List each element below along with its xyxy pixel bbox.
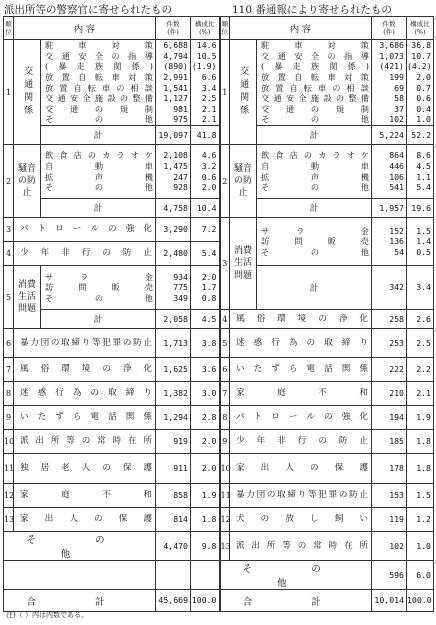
count-value: 106 bbox=[389, 171, 404, 182]
subtotal-ratio: 4.5 bbox=[191, 310, 220, 329]
ratio-value: 2.0 bbox=[191, 454, 220, 484]
category-cell bbox=[230, 40, 257, 145]
table-row bbox=[4, 266, 434, 310]
count-value: 37 bbox=[394, 103, 404, 114]
item-label: 放置自転車対策 bbox=[45, 71, 153, 82]
count-value: 1,475 bbox=[163, 160, 188, 171]
ratio-value: 3.8 bbox=[191, 329, 220, 358]
ratio-value: 1.7 bbox=[201, 282, 217, 293]
total-count: 10,014 bbox=[372, 590, 407, 612]
count-value: 775 bbox=[173, 282, 188, 293]
count-value: 58 bbox=[394, 93, 404, 104]
rank-cell: 8 bbox=[4, 382, 14, 406]
count-value: 153 bbox=[372, 484, 407, 508]
count-value: 3,686 bbox=[379, 40, 404, 51]
col-count-header: 件数 (件) bbox=[372, 17, 407, 40]
rank-cell: 10 bbox=[220, 454, 230, 484]
ratio-value: 2.0 bbox=[201, 271, 217, 282]
item-label: 駐車対策 bbox=[45, 40, 153, 51]
ratio-value: 2.5 bbox=[407, 329, 434, 358]
item-label: 訪 問 販 売 bbox=[261, 236, 369, 247]
item-label: 交通安全施設の整備 bbox=[45, 93, 153, 104]
item-label: 家庭不和 bbox=[230, 382, 372, 406]
item-label: サラ 金 bbox=[45, 271, 153, 282]
table-row bbox=[4, 329, 434, 358]
count-value: 222 bbox=[372, 358, 407, 382]
ratio-value: 2.0 bbox=[191, 430, 220, 454]
rank-cell: 8 bbox=[220, 406, 230, 430]
ratio-value: 1.0 bbox=[407, 532, 434, 561]
item-label: 犬の放し飼い bbox=[230, 508, 372, 532]
count-value: 1,073 bbox=[379, 50, 404, 61]
table-row bbox=[4, 406, 434, 430]
ratio-value: 7.2 bbox=[191, 218, 220, 242]
table-row bbox=[4, 561, 434, 590]
col-content-header: 内 容 bbox=[14, 17, 156, 40]
ratio-value: 2.1 bbox=[201, 114, 217, 125]
ratio-value: 2.6 bbox=[407, 310, 434, 329]
ratio-value: 8.6 bbox=[416, 150, 431, 161]
other-count: 4,470 bbox=[156, 532, 191, 561]
count-value: 858 bbox=[156, 484, 191, 508]
table-row bbox=[4, 430, 434, 454]
ratio-value: 4.6 bbox=[201, 150, 217, 161]
count-value: 1,382 bbox=[156, 382, 191, 406]
ratio-value: 0.6 bbox=[201, 171, 217, 182]
item-label: 派出所等の常時在所 bbox=[230, 532, 372, 561]
count-value: 2,480 bbox=[156, 242, 191, 266]
rank-cell: 13 bbox=[220, 532, 230, 561]
ratio-value: 1.4 bbox=[416, 236, 431, 247]
item-label: 交通の規制 bbox=[45, 103, 153, 114]
rank-cell: 5 bbox=[4, 266, 14, 329]
table-row bbox=[4, 17, 434, 40]
category-cell: 騒音の防止 bbox=[230, 145, 257, 218]
table-row bbox=[4, 310, 434, 329]
other-label: そ の 他 bbox=[4, 532, 156, 561]
count-value: 54 bbox=[394, 246, 404, 257]
ratio-value: 2.1 bbox=[407, 382, 434, 406]
ratio-value: 2.5 bbox=[201, 93, 217, 104]
item-label: 放置自転車対策 bbox=[261, 71, 369, 82]
subtotal-label: 計 bbox=[41, 199, 156, 218]
blank-cell bbox=[191, 561, 220, 590]
count-list bbox=[156, 266, 191, 310]
item-label: 拡声機 bbox=[261, 171, 369, 182]
rank-cell: 11 bbox=[4, 454, 14, 484]
item-label: (暴走族関係) bbox=[45, 61, 153, 72]
subtotal-count: 5,224 bbox=[372, 126, 407, 145]
subtotal-count: 2,058 bbox=[156, 310, 191, 329]
table-row bbox=[4, 508, 434, 532]
item-label: 家出人の保護 bbox=[14, 508, 156, 532]
table-row bbox=[4, 532, 434, 561]
table-row bbox=[4, 454, 434, 484]
subtotal-count: 19,097 bbox=[156, 126, 191, 145]
item-label: 派出所等の常時在所 bbox=[14, 430, 156, 454]
subtotal-label: 計 bbox=[41, 126, 156, 145]
count-value: 2,108 bbox=[163, 150, 188, 161]
count-value: 3,290 bbox=[156, 218, 191, 242]
item-label: そ の 他 bbox=[45, 114, 153, 125]
count-value: 210 bbox=[372, 382, 407, 406]
table-row bbox=[4, 382, 434, 406]
item-list bbox=[41, 145, 156, 199]
item-label: 交通安全の指導 bbox=[45, 50, 153, 61]
subtotal-count: 1,957 bbox=[372, 199, 407, 218]
subtotal-count: 342 bbox=[372, 266, 407, 310]
count-value: 981 bbox=[173, 103, 188, 114]
count-value: 253 bbox=[372, 329, 407, 358]
subtotal-ratio: 10.4 bbox=[191, 199, 220, 218]
ratio-value: 0.5 bbox=[416, 246, 431, 257]
table-row bbox=[4, 145, 434, 199]
rank-cell: 6 bbox=[4, 329, 14, 358]
ratio-value: 1.9 bbox=[191, 484, 220, 508]
subtotal-label: 計 bbox=[257, 266, 372, 310]
ratio-value: 2.0 bbox=[416, 71, 431, 82]
count-value: 864 bbox=[389, 150, 404, 161]
item-list bbox=[41, 40, 156, 126]
rank-cell: 6 bbox=[220, 358, 230, 382]
ratio-value: 2.2 bbox=[407, 358, 434, 382]
rank-cell: 1 bbox=[4, 40, 14, 145]
count-value: 934 bbox=[173, 271, 188, 282]
ratio-value: 3.2 bbox=[201, 160, 217, 171]
table-row bbox=[4, 590, 434, 612]
ratio-value: 1.2 bbox=[407, 508, 434, 532]
count-value: 4,794 bbox=[163, 50, 188, 61]
ratio-value: 1.5 bbox=[407, 484, 434, 508]
ratio-value: 1.8 bbox=[407, 430, 434, 454]
right-table-title: 110 番通報により寄せられたもの bbox=[232, 4, 392, 16]
ratio-value: 6.6 bbox=[201, 71, 217, 82]
item-list bbox=[257, 145, 372, 199]
ratio-value: 10.5 bbox=[196, 50, 217, 61]
col-rank-header: 順位 bbox=[4, 17, 14, 40]
item-list bbox=[257, 218, 372, 266]
item-label: 迷惑行為の取締り bbox=[230, 329, 372, 358]
ratio-list bbox=[407, 218, 434, 266]
count-value: 102 bbox=[389, 114, 404, 125]
rank-cell: 5 bbox=[220, 329, 230, 358]
item-label: そ の 他 bbox=[45, 292, 153, 303]
rank-cell: 4 bbox=[4, 242, 14, 266]
ratio-value: (4.2) bbox=[407, 61, 432, 72]
ratio-value: 5.4 bbox=[191, 242, 220, 266]
item-label: 風俗環境の浄化 bbox=[230, 310, 372, 329]
count-value: 1,127 bbox=[163, 93, 188, 104]
item-label: 飲食店のカラオケ bbox=[45, 150, 153, 161]
table-row bbox=[4, 358, 434, 382]
ratio-value: 36.8 bbox=[411, 40, 431, 51]
item-label: 交通安全の指導 bbox=[261, 50, 369, 61]
count-value: 975 bbox=[173, 114, 188, 125]
ratio-list bbox=[191, 40, 220, 126]
item-label: 迷惑行為の取締り bbox=[14, 382, 156, 406]
item-label: 自動車 bbox=[45, 160, 153, 171]
count-value: 814 bbox=[156, 508, 191, 532]
category-cell: 騒音の防止 bbox=[14, 145, 41, 218]
ratio-value: 0.6 bbox=[416, 93, 431, 104]
total-label: 合 計 bbox=[220, 590, 372, 612]
table-row bbox=[4, 199, 434, 218]
subtotal-label: 計 bbox=[257, 199, 372, 218]
rank-cell: 13 bbox=[4, 508, 14, 532]
ratio-value: 5.4 bbox=[416, 182, 431, 193]
count-list bbox=[156, 40, 191, 126]
rank-cell: 1 bbox=[220, 40, 230, 145]
count-value: 194 bbox=[372, 406, 407, 430]
item-label: 拡声機 bbox=[45, 171, 153, 182]
rank-cell: 7 bbox=[220, 382, 230, 406]
ratio-list bbox=[407, 40, 434, 126]
ratio-list bbox=[191, 266, 220, 310]
rank-cell: 7 bbox=[4, 358, 14, 382]
item-label: 風俗環境の浄化 bbox=[14, 358, 156, 382]
item-label: パトロールの強化 bbox=[14, 218, 156, 242]
count-value: 1,625 bbox=[156, 358, 191, 382]
rank-cell: 10 bbox=[4, 430, 14, 454]
item-label: 独居老人の保護 bbox=[14, 454, 156, 484]
count-value: 1,713 bbox=[156, 329, 191, 358]
footnote: 注)（ ）内は内数である。 bbox=[6, 611, 88, 619]
subtotal-label: 計 bbox=[257, 126, 372, 145]
ratio-value: 1.0 bbox=[416, 114, 431, 125]
ratio-value: 1.9 bbox=[407, 406, 434, 430]
count-value: 119 bbox=[372, 508, 407, 532]
rank-cell: 3 bbox=[220, 218, 230, 310]
item-label: (暴走族関係) bbox=[261, 61, 369, 72]
item-label: そ の 他 bbox=[261, 182, 369, 193]
rank-cell: 4 bbox=[220, 310, 230, 329]
count-value: 178 bbox=[372, 454, 407, 484]
blank-cell bbox=[4, 561, 156, 590]
count-list bbox=[372, 218, 407, 266]
rank-cell: 12 bbox=[4, 484, 14, 508]
count-value: 919 bbox=[156, 430, 191, 454]
ratio-value: 1.5 bbox=[416, 225, 431, 236]
item-label: 自動車 bbox=[261, 160, 369, 171]
ratio-value: 0.8 bbox=[201, 292, 217, 303]
rank-cell: 9 bbox=[220, 430, 230, 454]
item-label: いたずら電話関係 bbox=[14, 406, 156, 430]
subtotal-label: 計 bbox=[41, 310, 156, 329]
col-content-header: 内 容 bbox=[230, 17, 372, 40]
item-label: 放置自転車の相談 bbox=[261, 82, 369, 93]
count-value: (890) bbox=[163, 61, 188, 72]
ratio-value: 1.1 bbox=[416, 171, 431, 182]
total-ratio: 100.0 bbox=[407, 590, 434, 612]
item-list bbox=[257, 40, 372, 126]
table-row bbox=[4, 126, 434, 145]
item-label: 交通の規制 bbox=[261, 103, 369, 114]
ratio-value: 1.8 bbox=[191, 508, 220, 532]
table-row bbox=[4, 484, 434, 508]
count-list bbox=[156, 145, 191, 199]
count-value: 911 bbox=[156, 454, 191, 484]
rank-cell: 9 bbox=[4, 406, 14, 430]
category-cell: 消費生活問題 bbox=[14, 266, 41, 329]
ratio-value: 2.1 bbox=[201, 103, 217, 114]
col-rank-header: 順位 bbox=[220, 17, 230, 40]
item-label: いたずら電話関係 bbox=[230, 358, 372, 382]
count-value: (421) bbox=[379, 61, 404, 72]
item-label: 訪 問 販 売 bbox=[45, 282, 153, 293]
ratio-value: 14.6 bbox=[196, 40, 217, 51]
blank-cell bbox=[156, 561, 191, 590]
count-value: 102 bbox=[372, 532, 407, 561]
ratio-value: 2.8 bbox=[191, 406, 220, 430]
count-value: 349 bbox=[173, 292, 188, 303]
ratio-value: 0.7 bbox=[416, 82, 431, 93]
item-label: 少年非行の防止 bbox=[230, 430, 372, 454]
ratio-value: 3.0 bbox=[191, 382, 220, 406]
left-table-title: 派出所等の警察官に寄せられたもの bbox=[4, 4, 172, 16]
ratio-value: (1.9) bbox=[191, 61, 217, 72]
count-value: 6,688 bbox=[163, 40, 188, 51]
item-label: そ の 他 bbox=[45, 182, 153, 193]
category-cell: 消費生活問題 bbox=[230, 218, 257, 310]
col-ratio-header: 構成比 (%) bbox=[191, 17, 220, 40]
subtotal-ratio: 3.4 bbox=[407, 266, 434, 310]
count-list bbox=[372, 40, 407, 126]
count-value: 247 bbox=[173, 171, 188, 182]
item-label: 駐車対策 bbox=[261, 40, 369, 51]
item-label: 飲食店のカラオケ bbox=[261, 150, 369, 161]
subtotal-ratio: 52.2 bbox=[407, 126, 434, 145]
count-value: 69 bbox=[394, 82, 404, 93]
category-label: 交通関係 bbox=[22, 66, 33, 118]
rank-cell: 12 bbox=[220, 508, 230, 532]
subtotal-ratio: 19.6 bbox=[407, 199, 434, 218]
count-value: 928 bbox=[173, 182, 188, 193]
count-value: 199 bbox=[389, 71, 404, 82]
col-ratio-header: 構成比 (%) bbox=[407, 17, 434, 40]
ratio-list bbox=[191, 145, 220, 199]
total-count: 45,669 bbox=[156, 590, 191, 612]
ratio-value: 3.4 bbox=[201, 82, 217, 93]
item-label: 家庭不和 bbox=[14, 484, 156, 508]
subtotal-count: 4,758 bbox=[156, 199, 191, 218]
count-value: 541 bbox=[389, 182, 404, 193]
ratio-list bbox=[407, 145, 434, 199]
item-label: 家出人の保護 bbox=[230, 454, 372, 484]
item-list bbox=[41, 266, 156, 310]
ratio-value: 4.5 bbox=[416, 160, 431, 171]
item-label: 暴力団の取締り等犯罪の防止 bbox=[230, 484, 372, 508]
item-label: 暴力団の取締り等犯罪の防止 bbox=[14, 329, 156, 358]
ratio-value: 1.8 bbox=[407, 454, 434, 484]
item-label: そ の 他 bbox=[261, 114, 369, 125]
item-label: 交通安全施設の整備 bbox=[261, 93, 369, 104]
table-row bbox=[4, 218, 434, 242]
rank-cell: 11 bbox=[220, 484, 230, 508]
subtotal-ratio: 41.8 bbox=[191, 126, 220, 145]
total-ratio: 100.0 bbox=[191, 590, 220, 612]
ratio-value: 0.4 bbox=[416, 103, 431, 114]
ratio-value: 10.7 bbox=[411, 50, 431, 61]
rank-cell: 2 bbox=[220, 145, 230, 218]
item-label: 少年非行の防止 bbox=[14, 242, 156, 266]
other-label: そ の 他 bbox=[220, 561, 372, 590]
count-value: 446 bbox=[389, 160, 404, 171]
total-label: 合 計 bbox=[4, 590, 156, 612]
count-value: 1,294 bbox=[156, 406, 191, 430]
item-label: そ の 他 bbox=[261, 246, 369, 257]
col-count-header: 件数 (件) bbox=[156, 17, 191, 40]
count-value: 2,991 bbox=[163, 71, 188, 82]
ratio-value: 3.6 bbox=[191, 358, 220, 382]
other-count: 596 bbox=[372, 561, 407, 590]
count-value: 258 bbox=[372, 310, 407, 329]
ratio-value: 2.0 bbox=[201, 182, 217, 193]
count-value: 185 bbox=[372, 430, 407, 454]
count-value: 1,541 bbox=[163, 82, 188, 93]
item-label: 放置自転車の相談 bbox=[45, 82, 153, 93]
count-list bbox=[372, 145, 407, 199]
category-label: 交通関係 bbox=[238, 66, 249, 118]
item-label: サラ 金 bbox=[261, 225, 369, 236]
count-value: 152 bbox=[389, 225, 404, 236]
rank-cell: 2 bbox=[4, 145, 14, 218]
category-cell bbox=[14, 40, 41, 145]
petition-table bbox=[3, 16, 434, 612]
other-ratio: 6.0 bbox=[407, 561, 434, 590]
item-label: パトロールの強化 bbox=[230, 406, 372, 430]
other-ratio: 9.8 bbox=[191, 532, 220, 561]
rank-cell: 3 bbox=[4, 218, 14, 242]
table-row bbox=[4, 40, 434, 126]
count-value: 136 bbox=[389, 236, 404, 247]
